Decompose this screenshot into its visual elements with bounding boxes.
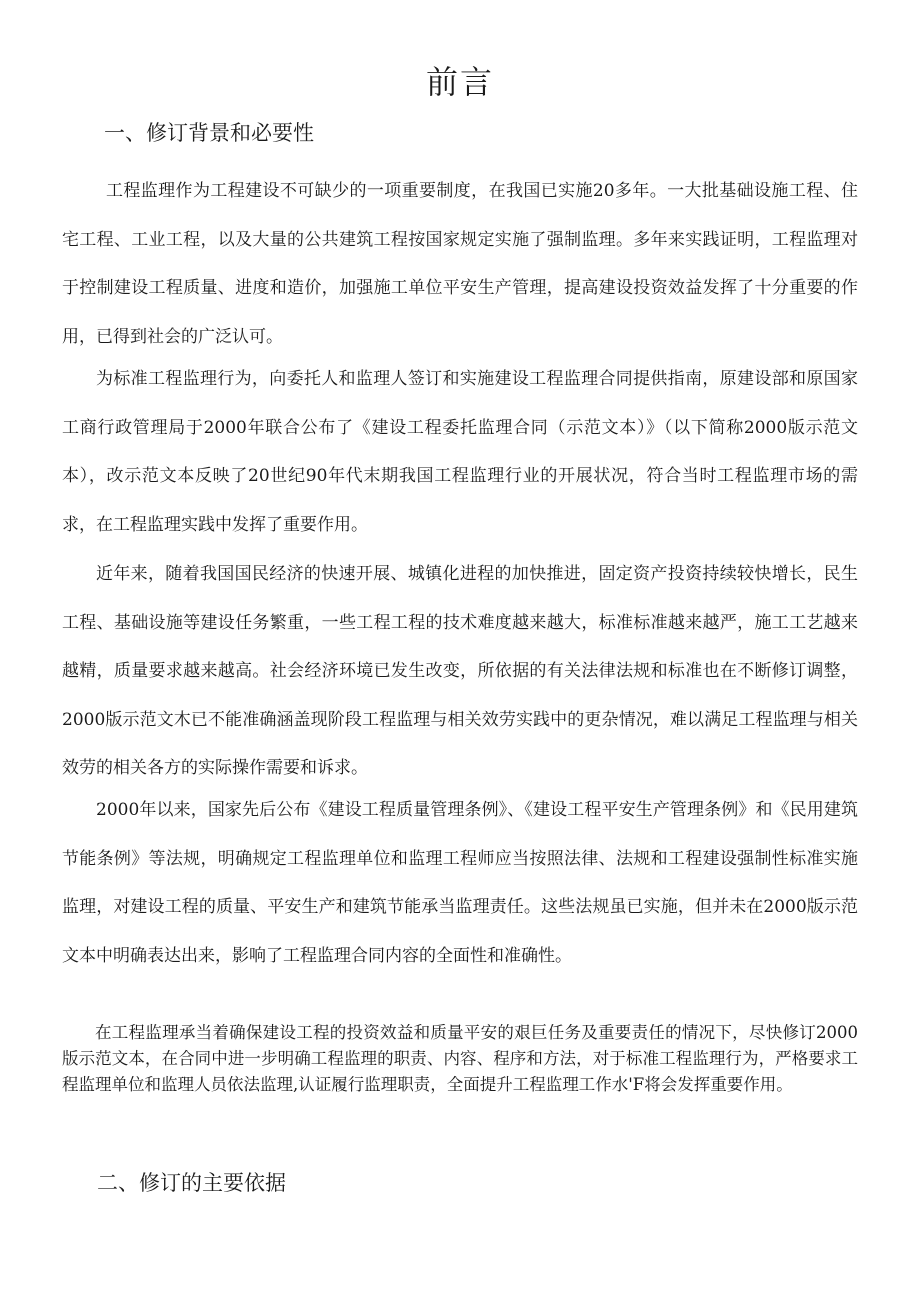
paragraph-2: 为标准工程监理行为，向委托人和监理人签订和实施建设工程监理合同提供指南，原建设部和原国家工商行政管理局于2000年联合公布了《建设工程委托监理合同（示范文本）》（以下简称2000版示范文本），改示范文本反映了20世纪90年代末期我国工程监理行业的开展状况，符合当时工程监理市场的需求，在工程监理实践中发挥了重要作用。 bbox=[62, 369, 858, 535]
page-title: 前言 bbox=[425, 63, 494, 101]
section-heading-background: 一、修订背景和必要性 bbox=[104, 121, 314, 145]
section-heading-basis: 二、修订的主要依据 bbox=[97, 1171, 286, 1195]
paragraph-1: 工程监理作为工程建设不可缺少的一项重要制度，在我国已实施20多年。一大批基础设施工程、住宅工程、工业工程，以及大量的公共建筑工程按国家规定实施了强制监理。多年来实践证明，工程监理对于控制建设工程质量、进度和造价，加强施工单位平安生产管理，提高建设投资效益发挥了十分重要的作用，已得到社会的广泛认可。 bbox=[62, 181, 858, 347]
paragraph-5: 在工程监理承当着确保建设工程的投资效益和质量平安的艰巨任务及重要责任的情况下，尽快修订2000版示范文本，在合同中进一步明确工程监理的职责、内容、程序和方法，对于标准工程监理行为，严格要求工程监理单位和监理人员依法监理,认证履行监理职责，全面提升工程监理工作水'F将会发挥重要作用。 bbox=[62, 1023, 858, 1094]
paragraph-4: 2000年以来，国家先后公布《建设工程质量管理条例》、《建设工程平安生产管理条例》和《民用建筑节能条例》等法规，明确规定工程监理单位和监理工程师应当按照法律、法规和工程建设强制性标准实施监理，对建设工程的质量、平安生产和建筑节能承当监理责任。这些法规虽已实施，但并未在2000版示范文本中明确表达出来，影响了工程监理合同内容的全面性和准确性。 bbox=[62, 800, 858, 966]
paragraph-3: 近年来，随着我国国民经济的快速开展、城镇化进程的加快推进，固定资产投资持续较快增长，民生工程、基础设施等建设任务繁重，一些工程工程的技术难度越来越大，标准标准越来越严，施工工艺越来越精，质量要求越来越高。社会经济环境已发生改变，所依据的有关法律法规和标准也在不断修订调整，2000版示范文木已不能准确涵盖现阶段工程监理与相关效劳实践中的更杂情况，难以满足工程监理与相关效劳的相关各方的实际操作需要和诉求。 bbox=[62, 564, 858, 778]
